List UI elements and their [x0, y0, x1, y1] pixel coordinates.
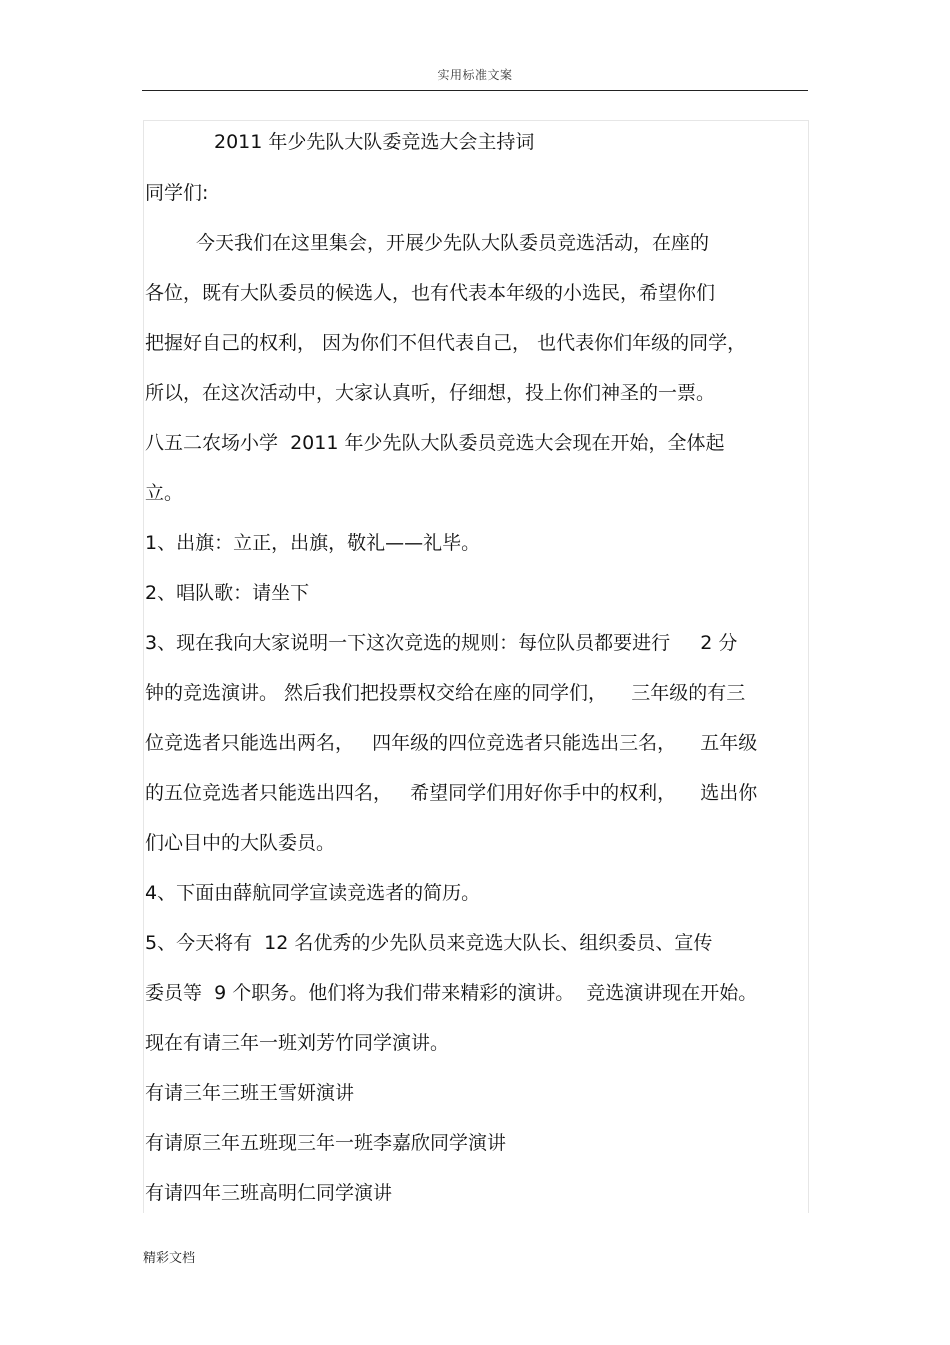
text-line: 把握好自己的权利， 因为你们不但代表自己， 也代表你们年级的同学，	[145, 332, 747, 354]
list-item: 4、下面由薛航同学宣读竞选者的简历。	[145, 882, 481, 904]
text-line: 们心目中的大队委员。	[145, 832, 336, 854]
salutation: 同学们:	[145, 182, 209, 204]
text-line: 八五二农场小学 2011 年少先队大队委员竞选大会现在开始，全体起	[145, 432, 725, 454]
list-item: 2、唱队歌：请坐下	[145, 582, 310, 604]
text-line: 各位，既有大队委员的候选人，也有代表本年级的小选民，希望你们	[145, 282, 716, 304]
list-item: 3、现在我向大家说明一下这次竞选的规则：每位队员都要进行 2 分	[145, 632, 738, 654]
page-footer: 精彩文档	[143, 1251, 196, 1266]
list-item: 1、出旗：立正，出旗，敬礼——礼毕。	[145, 532, 481, 554]
list-item: 5、今天将有 12 名优秀的少先队员来竞选大队长、组织委员、宣传	[145, 932, 713, 954]
text-line: 立。	[145, 482, 184, 504]
text-line: 所以，在这次活动中，大家认真听，仔细想，投上你们神圣的一票。	[145, 382, 716, 404]
text-line: 现在有请三年一班刘芳竹同学演讲。	[145, 1032, 450, 1054]
text-line: 位竞选者只能选出两名， 四年级的四位竞选者只能选出三名， 五年级	[145, 732, 758, 754]
header-divider	[142, 90, 808, 91]
running-header: 实用标准文案	[437, 68, 513, 82]
text-line: 今天我们在这里集会，开展少先队大队委员竞选活动，在座的	[196, 232, 710, 254]
text-line: 有请三年三班王雪妍演讲	[145, 1082, 355, 1104]
text-line: 有请四年三班高明仁同学演讲	[145, 1182, 393, 1204]
text-line: 的五位竞选者只能选出四名， 希望同学们用好你手中的权利， 选出你	[145, 782, 758, 804]
text-line: 有请原三年五班现三年一班李嘉欣同学演讲	[145, 1132, 507, 1154]
text-line: 委员等 9 个职务。他们将为我们带来精彩的演讲。 竞选演讲现在开始。	[145, 982, 758, 1004]
document-title: 2011 年少先队大队委竞选大会主持词	[214, 131, 535, 153]
text-line: 钟的竞选演讲。 然后我们把投票权交给在座的同学们， 三年级的有三	[145, 682, 746, 704]
